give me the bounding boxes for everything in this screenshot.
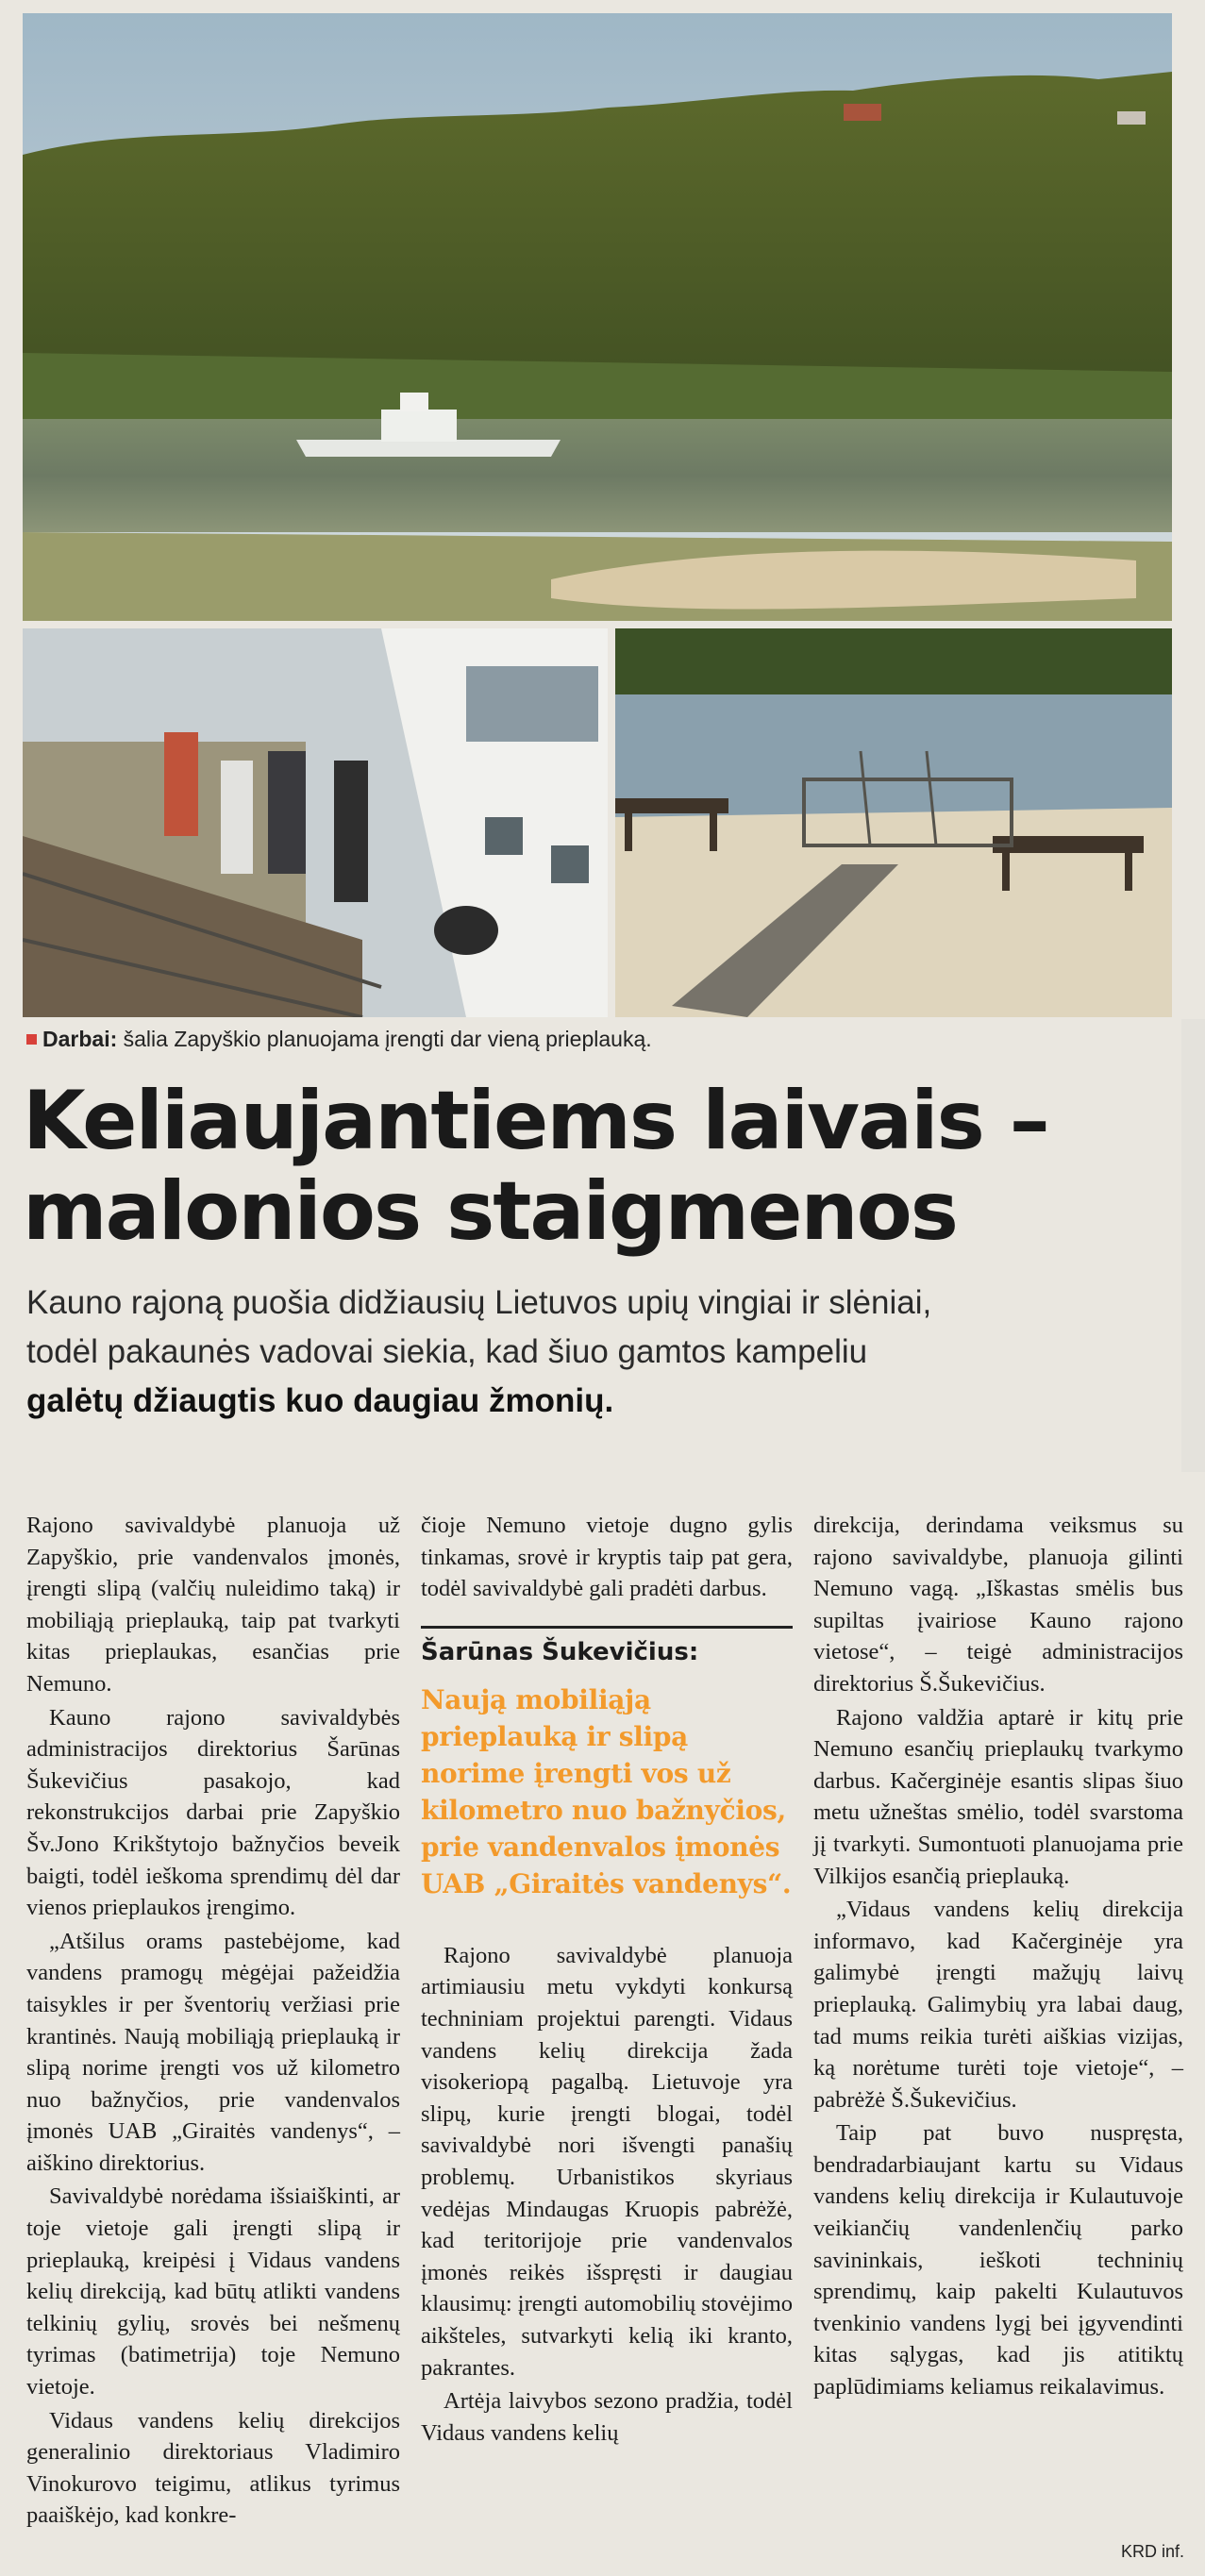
paragraph: Savivaldybė norėdama išsiaiškinti, ar toje vietoje gali įrengti slipą ir prieplauką, kreipėsi į Vidaus vandens kelių direkciją, kad būtų atlikti vandens telkinių gylių, srovės bei nešmenų tyrimas (batimetrija) toje Nemuno vietoje. [26,2183,400,2400]
article-column-1 [26,1510,400,2532]
paragraph: Rajono valdžia aptarė ir kitų prie Nemuno esančių prieplaukų tvarkymo darbus. Kačerginėje esantis slipas šiuo metu užneštas smėlio, todėl svarstoma jį tvarkyti. Sumontuoti planuojama prie Vilkijos esančią prieplauką. [813,1704,1183,1889]
river-with-boat-photo [23,13,1172,621]
people-boarding-boat-photo [23,628,608,1017]
paragraph: Kauno rajono savivaldybės administracijos direktorius Šarūnas Šukevičius pasakojo, kad rekonstrukcijos darbai prie Zapyškio Šv.Jono Krikštytojo bažnyčios beveik baigti, todėl ieškoma sprendimų dėl dar vienos prieplaukos įrengimo. [26,1704,400,1921]
caption-text: šalia Zapyškio planuojama įrengti dar vieną prieplauką. [117,1027,652,1051]
paragraph: Taip pat buvo nuspręsta, bendradarbiaujant kartu su Vidaus vandens kelių direkcija ir Kulautuvoje veikiančių vandenlenčių parko savininkais, ieškoti techninių sprendimų, kaip pakelti Kulautuvos tvenkinio vandens lygį bei įgyvendinti kitas sąlygas, kad jis atitiktų paplūdimiams keliamus reikalavimus. [813,2120,1183,2400]
paragraph: direkcija, derindama veiksmus su rajono savivaldybe, planuoja gilinti Nemuno vagą. „Iškastas smėlis bus supiltas įvairiose Kauno rajono vietose“, – teigė administracijos direktorius Š.Šukevičius. [813,1513,1183,1697]
source-credit: KRD inf. [1120,2542,1184,2561]
paragraph: „Atšilus orams pastebėjome, kad vandens pramogų mėgėjai pažeidžia taisykles ir per šventorių veržiasi prie krantinės. Naują mobiliąją prieplauką ir slipą norime įrengti vos už kilometro nuo bažnyčios, prie vandenvalos įmonės UAB „Giraitės vandenys“, – aiškino direktorius. [26,1928,400,2176]
headline-line-1: Keliaujantiems laivais – [23,1074,1048,1168]
pier-with-benches-photo [615,628,1172,1017]
paragraph: Rajono savivaldybė planuoja artimiausiu metu vykdyti konkursą techniniam projektui parengti. Vidaus vandens kelių direkcija žada visokeriopą pagalbą. Lietuvoje yra slipų, kurie įrengti blogai, todėl savivaldybė nori išvengti panašių problemų. Urbanistikos skyriaus vedėjas Mindaugas Kruopis pabrėžė, kad teritorijoje prie vandenvalos įmonės reikės išspręsti ir daugiau klausimų: įrengti automobilių stovėjimo aikšteles, sutvarkyti kelią iki kranto, pakrantes. [421,1942,794,2381]
quote-speaker: Šarūnas Šukevičius: [421,1626,793,1668]
photo-caption [26,1027,1168,1052]
headline-line-2: malonios staigmenos [23,1164,957,1259]
lead-line-3: galėtų džiaugtis kuo daugiau žmonių. [26,1382,614,1419]
article-column-2 [421,1510,793,2449]
caption-marker-icon [26,1034,37,1045]
article-column-3 [813,1510,1183,2403]
paragraph: Rajono savivaldybė planuoja už Zapyškio, prie vandenvalos įmonės, įrengti slipą (valčių nuleidimo taką) ir mobiliąją prieplauką, taip pat tvarkyti kitas prieplaukas, esančias prie Nemuno. [26,1513,400,1697]
paragraph: Vidaus vandens kelių direkcijos generalinio direktoriaus Vladimiro Vinokurovo teigimu, atlikus tyrimus paaiškėjo, kad konkre- [26,2407,400,2529]
adjacent-page-margin [1181,1019,1205,1472]
article-headline [23,1076,1155,1257]
caption-label: Darbai: [42,1027,118,1051]
article-lead [26,1279,1159,1426]
pull-quote: Naują mobiliąją prieplauką ir slipą norime įrengti vos už kilometro nuo bažnyčios, prie vandenvalos įmonės UAB „Giraitės vandenys“. [421,1683,792,1899]
lead-line-2: todėl pakaunės vadovai siekia, kad šiuo gamtos kampeliu [26,1333,868,1370]
paragraph: čioje Nemuno vietoje dugno gylis tinkamas, srovė ir kryptis taip pat gera, todėl savivaldybė gali pradėti darbus. [421,1513,793,1602]
lead-line-1: Kauno rajoną puošia didžiausių Lietuvos upių vingiai ir slėniai, [26,1284,932,1321]
paragraph: „Vidaus vandens kelių direkcija informavo, kad Kačerginėje yra galimybė įrengti mažųjų laivų prieplauką. Galimybių yra labai daug, tad mums reikia turėti aiškias vizijas, ką norėtume turėti toje vietoje“, – pabrėžė Š.Šukevičius. [813,1897,1183,2113]
paragraph: Artėja laivybos sezono pradžia, todėl Vidaus vandens kelių [421,2388,793,2446]
